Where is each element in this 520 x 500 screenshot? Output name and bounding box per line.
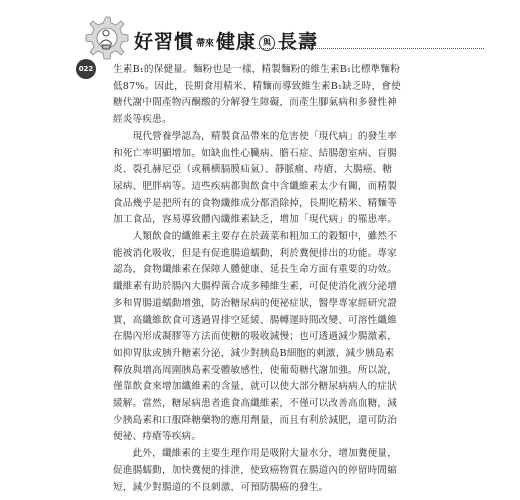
gear-illustration-icon — [82, 14, 130, 62]
text-line: 低87%。因此，長期食用精米、精麵而導致維生素B₁缺乏時，會使 — [113, 80, 401, 92]
text-line: 僅靠飲食來增加纖維素的含量，就可以使大部分糖尿病病人的症狀 — [113, 381, 398, 393]
chapter-title: 好習慣 帶來 健康 與 長壽 — [134, 31, 319, 53]
paragraph-2 — [113, 129, 440, 229]
text-line: 促進腸蠕動，加快糞便的排泄，使致癌物質在腸道內的停留時間縮 — [113, 464, 398, 476]
text-line: 經炎等疾患。 — [113, 114, 172, 126]
text-line: 尿病、肥胖病等。這些疾病都與飲食中含纖維素太少有關，而精製 — [113, 180, 398, 192]
text-line: 在腸內形成凝膠等方法而使糖的吸收減慢；也可透過減少腸激素， — [113, 331, 398, 343]
header-divider — [254, 48, 484, 50]
paragraph-3 — [113, 229, 440, 446]
paragraph-4 — [113, 446, 440, 496]
chapter-header — [82, 14, 482, 54]
text-line: 認為，食物纖維素在保障人體健康、延長生命方面有重要的功效。 — [113, 264, 398, 276]
text-line: 少胰島素和口服降糖藥物的應用劑量，而且有利於減肥，還可防治 — [113, 414, 398, 426]
text-line: 加工食品，容易導致體內纖維素缺乏，增加「現代病」的罹患率。 — [113, 214, 398, 226]
text-line: 緩解。當然，糖尿病患者進食高纖維素，不僅可以改善高血糖，減 — [113, 398, 398, 410]
text-line: 炎、裂孔赫尼亞（或稱横膈膜疝氣）、靜脈瘤、痔瘡、大腸癌、糖 — [113, 164, 393, 176]
body-text — [113, 62, 440, 496]
text-line: 此外，纖維素的主要生理作用是吸附大量水分，增加糞便量， — [113, 448, 398, 460]
text-line: 便祕、痔瘡等疾病。 — [113, 431, 202, 443]
text-line: 食品幾乎是把所有的食物纖維成分都消除掉，長期吃精米、精麵等 — [113, 197, 398, 209]
text-line: 釋放與增高周圍胰島素受體敏感性，使葡萄糖代謝加強。所以說， — [113, 364, 398, 376]
text-line: 和死亡率明顯增加。如缺血性心臟病、膽石症、結腸憩室病、盲腸 — [113, 147, 398, 159]
text-line: 糖代謝中間產物丙酮酸的分解發生障礙，而產生腳氣病和多發性神 — [113, 97, 398, 109]
text-line: 實，高纖維飲食可透過胃排空延緩、腸轉運時間改變、可溶性纖維 — [113, 314, 398, 326]
paragraph-1 — [113, 62, 440, 129]
text-line: 如抑胃肽或胰升糖素分泌，減少對胰島B細胞的刺激，減少胰島素 — [113, 347, 395, 359]
text-line: 短，減少對腸道的不良刺激，可預防腸癌的發生。 — [113, 481, 329, 493]
text-line: 人類飲食的纖維素主要存在於蔬菜和粗加工的穀類中，雖然不 — [113, 231, 398, 243]
text-line: 現代營養學認為，精製食品帶來的危害使「現代病」的發生率 — [113, 130, 398, 142]
page-number: 022 — [76, 59, 96, 79]
text-line: 能被消化吸收，但是有促進腸道蠕動，利於糞便排出的功能。專家 — [113, 247, 398, 259]
text-line: 生素B₁的保健量。麵粉也是一樣，精製麵粉的維生素B₁比標準麵粉 — [113, 64, 401, 75]
text-line: 纖維素有助於腸內大腸桿菌合成多種維生素，可促使消化液分泌增 — [113, 281, 398, 293]
text-line: 多和胃腸道蠕動增強，防治糖尿病的便祕症狀，醫學專家經研究證 — [113, 297, 398, 309]
